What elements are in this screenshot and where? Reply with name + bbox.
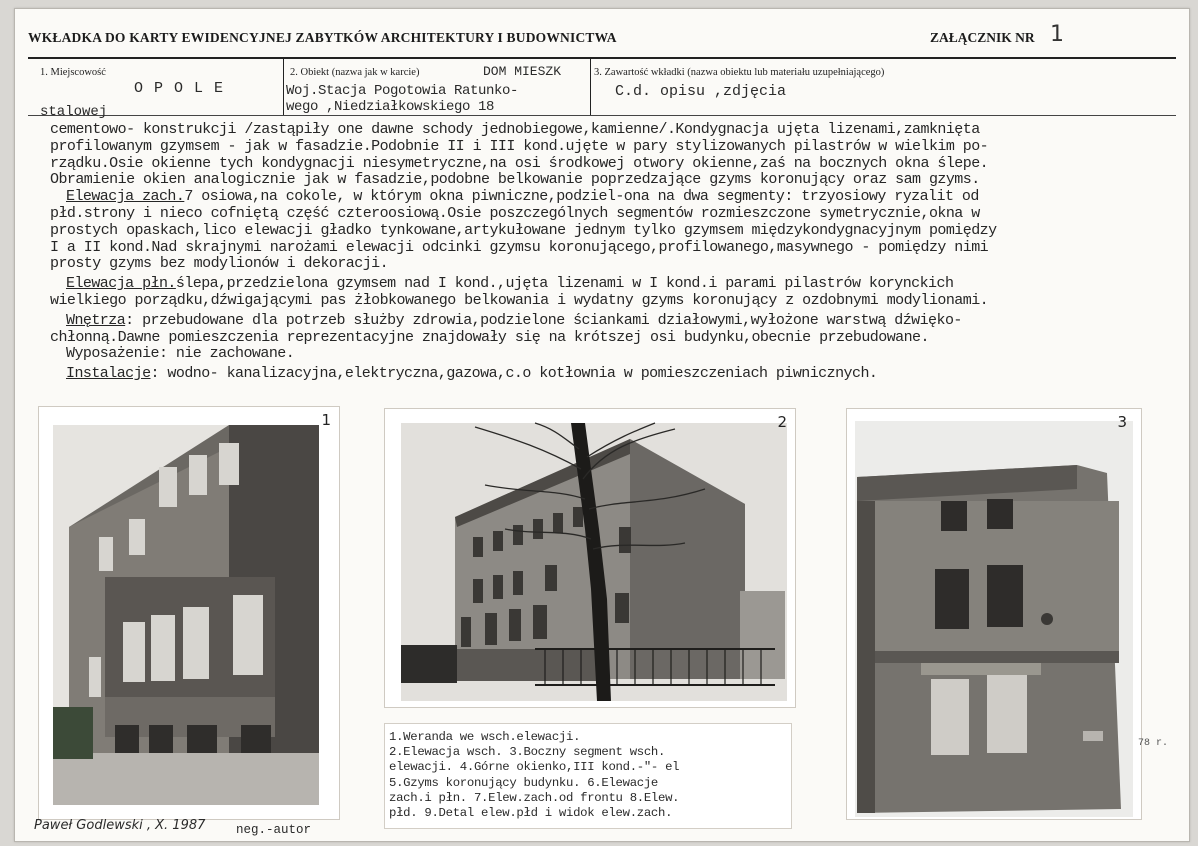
north-elevation-heading: Elewacja płn. bbox=[66, 275, 176, 293]
year-mark: 78 r. bbox=[1138, 738, 1169, 749]
text-line: wielkiego porządku,dźwigającymi pas żłobkowanego belkowania i wydatny gzyms koronujący z ozdobnymi modylionami. bbox=[50, 291, 989, 309]
field-divider-2 bbox=[590, 58, 591, 116]
header-rule bbox=[28, 57, 1176, 59]
photo-3-number: 3 bbox=[1117, 413, 1127, 431]
interior-line bbox=[50, 313, 1160, 330]
card-title: WKŁADKA DO KARTY EWIDENCYJNEJ ZABYTKÓW ARCHITEKTURY I BUDOWNICTWA bbox=[28, 30, 617, 45]
text-line: 7 osiowa,na cokole, w którym okna piwniczne,podziel-ona na dwa segmenty: trzyosiowy ryzalit od bbox=[184, 188, 979, 206]
text-line: rządku.Osie okienne tych kondygnacji niesymetryczne,na osi środkowej otwory okienne,zaś na bocznych okna ślepe. bbox=[50, 154, 989, 172]
caption-line: 1.Weranda we wsch.elewacji. bbox=[389, 730, 581, 744]
photo-caption bbox=[384, 723, 792, 829]
interior-heading: Wnętrza bbox=[66, 311, 126, 329]
caption-line: elewacji. 4.Górne okienko,III kond.-"- el bbox=[389, 760, 680, 775]
installations-heading: Instalacje bbox=[66, 365, 151, 383]
fields-bottom-rule bbox=[28, 115, 1176, 116]
equipment-line: Wyposażenie: nie zachowane. bbox=[66, 345, 295, 363]
text-line: prosty gzyms bez modylionów i dekoracji. bbox=[50, 255, 389, 273]
object-line-1: Woj.Stacja Pogotowia Ratunko- bbox=[286, 83, 519, 99]
photo-3-image bbox=[847, 409, 1141, 819]
annex-label: ZAŁĄCZNIK NR bbox=[930, 30, 1035, 45]
north-elevation-line bbox=[50, 276, 1160, 293]
text-line: Obramienie okien analogicznie jak w fasadzie,podobne belkowanie poprzedzające gzyms koronujący oraz sam gzyms. bbox=[50, 171, 980, 189]
text-line: prostych opaskach,lico elewacji gładko tynkowane,artykułowane jednym tylko gzymsem międzykondygnacyjnym pomiędzy bbox=[50, 221, 997, 239]
locality-label: 1. Miejscowość bbox=[40, 67, 106, 78]
field-divider-1 bbox=[283, 58, 284, 116]
locality-value: O P O L E bbox=[134, 80, 225, 97]
object-label: 2. Obiekt (nazwa jak w karcie) bbox=[290, 67, 420, 78]
text-line: : przebudowane dla potrzeb służby zdrowia,podzielone ściankami działowymi,wyłożone warstwą dźwięko- bbox=[125, 311, 962, 329]
annex-number: 1 bbox=[1050, 22, 1064, 47]
text-line: chłonną.Dawne pomieszczenia reprezentacyjne znajdowały się na krótszej osi budynku,obecnie przebudowane. bbox=[50, 328, 929, 346]
caption-line: 2.Elewacja wsch. 3.Boczny segment wsch. bbox=[389, 745, 666, 760]
text-line: : wodno- kanalizacyjna,elektryczna,gazowa,c.o kotłownia w pomieszczeniach piwnicznych. bbox=[150, 365, 878, 383]
photo-1 bbox=[38, 406, 340, 820]
description-text bbox=[50, 122, 1160, 383]
installations-line bbox=[50, 366, 1160, 383]
caption-line: płd. 9.Detal elew.płd i widok elew.zach. bbox=[389, 806, 673, 821]
photo-2-image bbox=[385, 409, 795, 707]
photo-3 bbox=[846, 408, 1142, 820]
west-elevation-line bbox=[50, 189, 1160, 206]
author-handwritten: Paweł Godlewski , X. 1987 bbox=[34, 818, 206, 833]
caption-line: 5.Gzyms koronujący budynku. 6.Elewacje bbox=[389, 775, 659, 790]
text-line: płd.strony i nieco cofniętą część czteroosiową.Osie poszczególnych segmentów rozmieszczone symetrycznie,okna w bbox=[50, 204, 980, 222]
object-line-2: wego ,Niedziałkowskiego 18 bbox=[286, 99, 495, 115]
photo-1-image bbox=[39, 407, 339, 819]
text-line: ślepa,przedzielona gzymsem nad I kond.,ujęta lizenami w I kond.i parami pilastrów korynckich bbox=[175, 275, 954, 293]
caption-line: zach.i płn. 7.Elew.zach.od frontu 8.Elew. bbox=[389, 790, 680, 805]
object-stamp: DOM MIESZK bbox=[483, 64, 562, 79]
west-elevation-heading: Elewacja zach. bbox=[66, 188, 185, 206]
photo-1-number: 1 bbox=[321, 411, 331, 429]
text-line: profilowanym gzymsem - jak w fasadzie.Podobnie II i III kond.ujęte w pary stylizowanych pilastrów w wielkim po- bbox=[50, 137, 989, 155]
photo-2 bbox=[384, 408, 796, 708]
text-line: I a II kond.Nad skrajnymi narożami elewacji odcinki gzymsu koronującego,profilowanego,masywnego - pomiędzy nimi bbox=[50, 238, 989, 256]
margin-note: stalowej bbox=[40, 104, 108, 120]
text-line: cementowo- konstrukcji /zastąpiły one dawne schody jednobiegowe,kamienne/.Kondygnacja ujęta lizenami,zamknięta bbox=[50, 121, 980, 138]
contents-label: 3. Zawartość wkładki (nazwa obiektu lub materiału uzupełniającego) bbox=[594, 67, 885, 78]
contents-value: C.d. opisu ,zdjęcia bbox=[615, 83, 787, 100]
photo-2-number: 2 bbox=[777, 413, 787, 431]
author-role: neg.-autor bbox=[236, 823, 312, 837]
